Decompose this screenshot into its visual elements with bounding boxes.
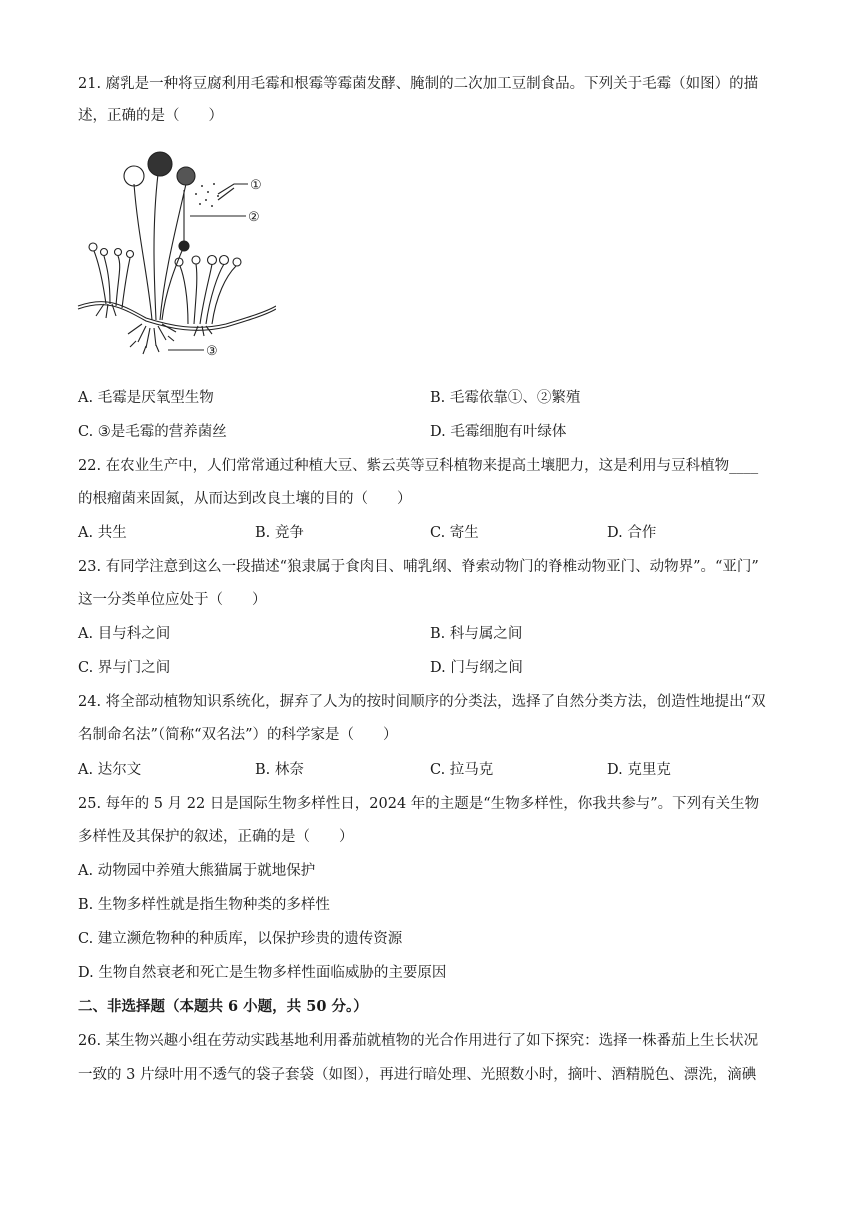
figure-label-1: ① [250,178,262,193]
q21-option-c[interactable]: C. ③是毛霉的营养菌丝 [78,424,227,440]
q25-option-b[interactable]: B. 生物多样性就是指生物种类的多样性 [78,897,330,913]
q26-stem-line1: 26. 某生物兴趣小组在劳动实践基地利用番茄就植物的光合作用进行了如下探究：选择一株番茄上生长状况 [78,1033,759,1049]
q23-option-d[interactable]: D. 门与纲之间 [430,660,523,676]
q24-stem-line1: 24. 将全部动植物知识系统化，摒弃了人为的按时间顺序的分类法，选择了自然分类方法，创造性地提出“双 [78,694,766,710]
q25-option-c[interactable]: C. 建立濒危物种的种质库，以保护珍贵的遗传资源 [78,931,403,947]
figure-label-3: ③ [206,344,218,359]
q23-option-c[interactable]: C. 界与门之间 [78,660,171,676]
q22-option-c[interactable]: C. 寄生 [430,525,479,541]
q23-stem-line2: 这一分类单位应处于（ ） [78,592,267,608]
q25-option-d[interactable]: D. 生物自然衰老和死亡是生物多样性面临威胁的主要原因 [78,965,447,981]
q22-stem-line2: 的根瘤菌来固氮，从而达到改良土壤的目的（ ） [78,491,412,507]
q21-stem-line2: 述，正确的是（ ） [78,108,223,124]
q24-option-a[interactable]: A. 达尔文 [78,762,142,778]
q22-option-b[interactable]: B. 竞争 [255,525,304,541]
q24-stem-line2: 名制命名法”（简称“双名法”）的科学家是（ ） [78,727,398,743]
q24-option-d[interactable]: D. 克里克 [607,762,671,778]
figure-label-2: ② [248,210,260,225]
q21-stem-line1: 21. 腐乳是一种将豆腐利用毛霉和根霉等霉菌发酵、腌制的二次加工豆制食品。下列关于毛霉（如图）的描 [78,76,759,92]
section-heading: 二、非选择题（本题共 6 小题，共 50 分。） [78,998,368,1015]
q22-option-a[interactable]: A. 共生 [78,525,127,541]
q25-option-a[interactable]: A. 动物园中养殖大熊猫属于就地保护 [78,863,316,879]
q23-stem-line1: 23. 有同学注意到这么一段描述“狼隶属于食肉目、哺乳纲、脊索动物门的脊椎动物亚门、动物界”。“亚门” [78,559,759,575]
q26-stem-line2: 一致的 3 片绿叶用不透气的袋子套袋（如图），再进行暗处理、光照数小时，摘叶、酒精脱色、漂洗，滴碘 [78,1067,757,1083]
q24-option-b[interactable]: B. 林奈 [255,762,304,778]
q21-option-b[interactable]: B. 毛霉依靠①、②繁殖 [430,390,581,406]
q25-stem-line1: 25. 每年的 5 月 22 日是国际生物多样性日，2024 年的主题是“生物多样性，你我共参与”。下列有关生物 [78,796,760,812]
q24-option-c[interactable]: C. 拉马克 [430,762,494,778]
q22-option-d[interactable]: D. 合作 [607,525,657,541]
q23-option-a[interactable]: A. 目与科之间 [78,626,171,642]
q25-stem-line2: 多样性及其保护的叙述，正确的是（ ） [78,829,354,845]
q21-option-a[interactable]: A. 毛霉是厌氧型生物 [78,390,214,406]
q21-option-d[interactable]: D. 毛霉细胞有叶绿体 [430,424,567,440]
q22-stem-line1: 22. 在农业生产中，人们常常通过种植大豆、紫云英等豆科植物来提高土壤肥力，这是利用与豆科植物____ [78,458,759,474]
mucor-figure [76,146,276,366]
q23-option-b[interactable]: B. 科与属之间 [430,626,523,642]
